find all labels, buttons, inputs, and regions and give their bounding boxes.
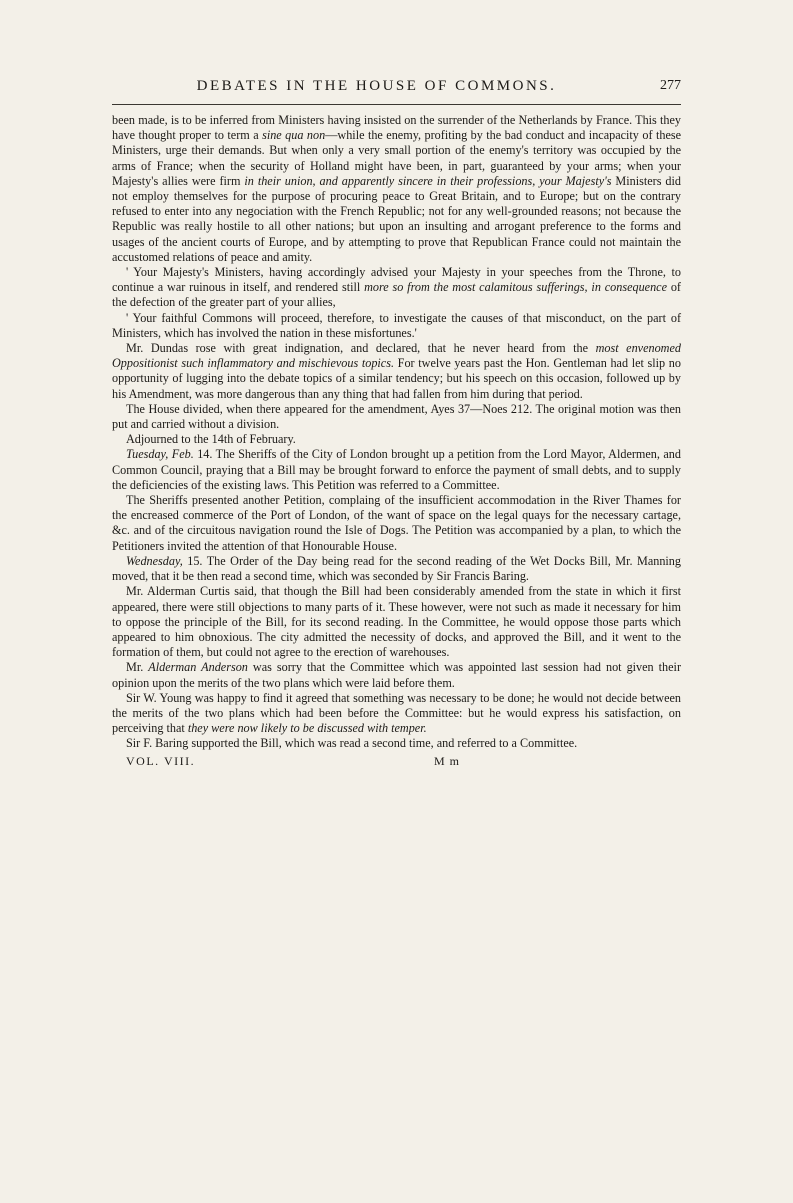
text-run: been made, is to be inferred from Ministers having insisted on the surrender of the Netherlands by France. This they have thought proper to term a [112,113,681,143]
paragraph [112,265,681,311]
running-head: DEBATES IN THE HOUSE OF COMMONS. [196,78,557,94]
text-run: was sorry that the Committee which was appointed last session had not given their opinion upon the merits of the two plans which were laid before them. [112,660,682,690]
text-run: Adjourned to the 14th of February. [126,432,296,447]
italic-run: Alderman Anderson [148,660,248,675]
body-text [112,113,681,752]
text-run: ' Your Majesty's Ministers, having accordingly advised your Majesty in your speeches from the Throne, to continue a war ruinous in itself, and rendered still [112,265,681,295]
paragraph [112,341,681,402]
text-run: Mr. Dundas rose with great indignation, and declared, that he never heard from the [126,341,596,356]
paragraph [112,113,681,265]
page-footer [112,754,681,772]
paragraph [112,554,681,584]
text-run: Mr. [126,660,149,675]
paragraph [112,736,681,751]
paragraph [112,584,681,660]
italic-run: more so from the most calamitous sufferings, in consequence [364,280,667,295]
paragraph [112,691,681,737]
text-run: Ministers did not employ themselves for the purpose of procuring peace to Great Britain, and to Europe; but on the contrary refused to enter into any negociation with the French Republic; not for any well-grounded reasons; not because the Republic was really hostile to all other nations; but upon an insulting and arrogant preference to the forms and usages of the ancient courts of Europe, and by attempting to prove that Republican France could not maintain the accustomed relations of peace and amity. [112,173,681,264]
italic-run: sine qua non [262,128,326,143]
paragraph [112,447,681,493]
text-run: The House divided, when there appeared for the amendment, Ayes 37—Noes 212. The original motion was then put and carried without a division. [112,401,681,432]
paragraph [112,432,681,447]
text-run: Sir W. Young was happy to find it agreed that something was necessary to be done; he would not decide between the merits of the two plans which had been before the Committee: but he would express his satisfaction, on perceiving that [112,690,681,736]
signature-mark: M m [434,753,461,768]
italic-run: in their union, and apparently sincere in their professions, your Majesty's [244,173,612,188]
italic-run: Wednesday, [126,553,183,568]
text-run: Mr. Alderman Curtis said, that though the Bill had been considerably amended from the state in which it first appeared, there were still objections to many parts of it. These however, were not such as made it necessary for him to oppose the principle of the Bill, for its second reading. In the Committee, he would oppose those parts which appeared to him obnoxious. The city admitted the necessity of docks, and approved the Bill, and it went to the formation of them, but could not agree to the erection of warehouses. [112,584,681,660]
text-run: ' Your faithful Commons will proceed, therefore, to investigate the causes of that misconduct, on the part of Ministers, which has involved the nation in these misfortunes.' [112,310,681,340]
page-header [112,78,681,105]
italic-run: most envenomed Oppositionist such inflammatory and mischievous topics. [112,341,681,371]
italic-run: they were now likely to be discussed with temper. [187,721,427,736]
text-run: Sir F. Baring supported the Bill, which was read a second time, and referred to a Committee. [126,736,578,751]
italic-run: Tuesday, Feb. [126,447,194,462]
paragraph [112,493,681,554]
text-run: 15. The Order of the Day being read for the second reading of the Wet Docks Bill, Mr. Manning moved, that it be then read a second time, which was seconded by Sir Francis Baring. [112,553,681,584]
volume-label: VOL. VIII. [126,753,196,768]
page-number: 277 [660,78,681,93]
text-run: 14. The Sheriffs of the City of London brought up a petition from the Lord Mayor, Aldermen, and Common Council, praying that a Bill may be brought forward to enforce the payment of small debts, and to supply the deficiencies of the existing laws. This Petition was referred to a Committee. [112,447,681,492]
text-run: —while the enemy, profiting by the bad conduct and incapacity of these Ministers, urge their demands. But when only a very small portion of the enemy's territory was occupied by the arms of France; when the security of Holland might have been, in part, guaranteed by your arms; when your Majesty's allies were firm [112,128,682,188]
paragraph [112,660,681,690]
paragraph [112,402,681,432]
text-run: For twelve years past the Hon. Gentleman had let slip no opportunity of lugging into the debate topics of a similar tendency; but his speech on this occasion, followed up by his Amendment, was more dangerous than any thing that had fallen from him during that period. [112,356,681,401]
text-run: of the defection of the greater part of your allies, [112,280,681,310]
text-run: The Sheriffs presented another Petition, complaing of the insufficient accommodation in the River Thames for the encreased commerce of the Port of London, of the want of space on the legal quays for the necessary cartage, &c. and of the circuitous navigation round the Isle of Dogs. The Petition was accompanied by a plan, to which the Petitioners invited the attention of that Honourable House. [112,493,681,553]
paragraph [112,311,681,341]
